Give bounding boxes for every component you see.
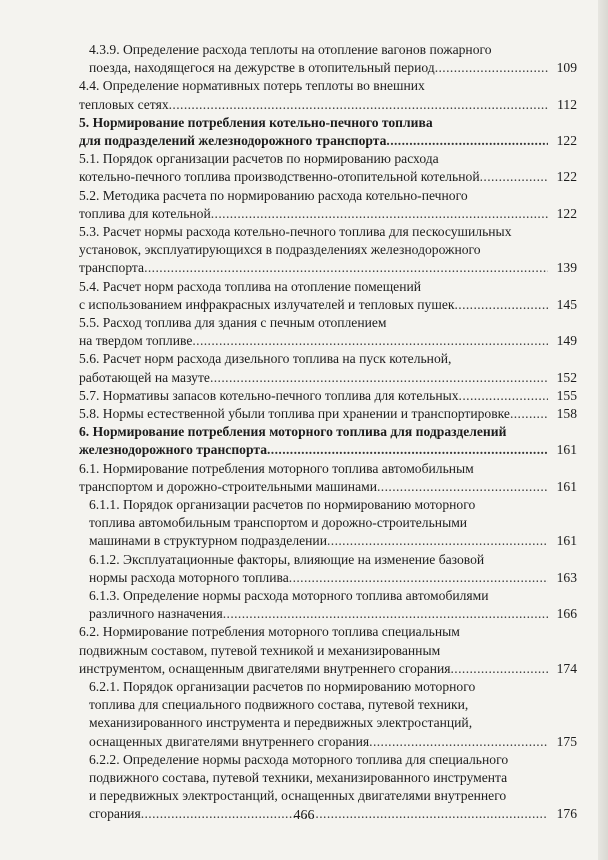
toc-entry-text: котельно-печного топлива производственно-отопительной котельной	[79, 169, 480, 185]
toc-entry-text: 5.5. Расход топлива для здания с печным отоплением	[79, 315, 387, 330]
toc-entry-text: 5.4. Расчет норм расхода топлива на отопление помещений	[79, 278, 422, 294]
toc-entry-text: с использованием инфракрасных излучателей и тепловых пушек	[79, 296, 455, 312]
toc-entry-text: 6.1.1. Порядок организации расчетов по нормированию моторного	[89, 497, 476, 512]
toc-entry-text: 6.1. Нормирование потребления моторного топлива автомобильным	[79, 460, 474, 476]
toc-entry-text: машинами в структурном подразделении	[89, 533, 327, 549]
toc-entry-text: сгорания	[89, 806, 141, 822]
toc-entry-text: 6.1.2. Эксплуатационные факторы, влияющие на изменение базовой	[89, 551, 485, 567]
toc-entry-text: топлива для специального подвижного состава, путевой техники,	[89, 697, 469, 713]
toc-page-number: 155	[556, 387, 577, 403]
dot-leader	[223, 605, 548, 622]
toc-entry-line	[89, 714, 574, 731]
toc-entry-line	[79, 114, 574, 131]
toc-entry-text: поезда, находящегося на дежурстве в отопительный период	[89, 60, 435, 76]
toc-entry-line	[89, 678, 574, 695]
toc-entry-line	[79, 441, 548, 458]
toc-entry-line	[79, 660, 548, 677]
dot-leader	[169, 96, 548, 113]
toc-page-number: 158	[556, 406, 577, 421]
dot-leader	[289, 569, 548, 586]
toc-entry-line	[79, 132, 548, 149]
toc-entry-line	[79, 623, 574, 640]
toc-page-number: 109	[556, 60, 577, 76]
toc-entry-line	[79, 460, 574, 477]
dot-leader	[480, 168, 548, 185]
toc-entry-line	[89, 59, 548, 76]
toc-page-number: 122	[556, 133, 577, 148]
toc-entry-line	[79, 314, 574, 331]
dot-leader	[369, 733, 548, 750]
toc-page-number: 112	[557, 96, 577, 112]
toc-page-number: 166	[556, 606, 577, 622]
toc-page-number: 174	[556, 660, 577, 676]
toc-entry-text: 5.7. Нормативы запасов котельно-печного топлива для котельных	[79, 387, 459, 403]
toc-page-number: 163	[556, 569, 577, 585]
toc-entry-text: транспортом и дорожно-строительными машинами	[79, 478, 377, 494]
dot-leader	[454, 296, 548, 313]
toc-page-number: 149	[556, 333, 577, 349]
dot-leader	[386, 132, 548, 149]
toc-entry-line	[79, 150, 574, 167]
toc-entry-line	[79, 332, 548, 349]
toc-entry-text: 5.2. Методика расчета по нормированию расхода котельно-печного	[79, 187, 468, 203]
toc-entry-text: железнодорожного транспорта	[79, 442, 267, 458]
toc-entry-line	[89, 496, 574, 513]
toc-page-number: 145	[556, 296, 577, 312]
toc-entry-line	[89, 751, 574, 768]
toc-entry-line	[79, 642, 574, 659]
toc-entry-line	[79, 369, 548, 386]
toc-entry-text: топлива автомобильным транспортом и дорожно-строительными	[89, 515, 468, 531]
toc-entry-line	[79, 405, 548, 422]
toc-entry-text: тепловых сетях	[79, 96, 169, 112]
toc-entry-line	[89, 587, 574, 604]
dot-leader	[267, 441, 548, 458]
toc-entry-text: механизированного инструмента и передвижных электростанций,	[89, 715, 473, 731]
toc-entry-text: 5.8. Нормы естественной убыли топлива при хранении и транспортировке	[79, 406, 510, 421]
toc-page-number: 175	[556, 733, 577, 749]
toc-entry-line	[89, 605, 548, 622]
toc-page-number: 161	[556, 478, 577, 494]
toc-entry-line	[79, 168, 548, 185]
toc-page-number: 122	[556, 205, 577, 221]
toc-entry-text: 6. Нормирование потребления моторного топлива для подразделений	[79, 424, 507, 440]
toc-entry-text: 5. Нормирование потребления котельно-печного топлива	[79, 114, 433, 130]
dot-leader	[192, 332, 548, 349]
toc-entry-line	[89, 569, 548, 586]
page-edge-shadow	[598, 0, 608, 860]
toc-entry-text: и передвижных электростанций, оснащенных двигателями внутреннего	[89, 788, 507, 804]
toc-entry-text: подвижного состава, путевой техники, механизированного инструмента	[89, 770, 508, 785]
toc-entry-text: для подразделений железнодорожного транспорта	[79, 133, 387, 148]
toc-entry-line	[79, 241, 574, 258]
toc-entry-text: 4.3.9. Определение расхода теплоты на отопление вагонов пожарного	[89, 42, 492, 57]
toc-entry-line	[79, 223, 574, 240]
toc-entry-text: установок, эксплуатирующихся в подразделениях железнодорожного	[79, 242, 481, 258]
toc-entry-text: 6.2.1. Порядок организации расчетов по нормированию моторного	[89, 679, 476, 694]
toc-entry-line	[79, 387, 548, 404]
toc-entry-line	[79, 423, 574, 440]
toc-entry-text: на твердом топливе	[79, 333, 193, 349]
toc-entry-text: оснащенных двигателями внутреннего сгорания	[89, 733, 370, 749]
dot-leader	[451, 660, 549, 677]
dot-leader	[377, 478, 548, 495]
toc-entry-text: 5.6. Расчет норм расхода дизельного топлива на пуск котельной,	[79, 351, 452, 367]
toc-entry-line	[79, 205, 548, 222]
toc-entry-text: нормы расхода моторного топлива	[89, 569, 289, 585]
toc-entry-line	[79, 350, 574, 367]
toc-entry-line	[79, 296, 548, 313]
dot-leader	[211, 205, 548, 222]
toc-page-number: 161	[556, 533, 577, 549]
dot-leader	[510, 405, 548, 422]
toc-entry-text: инструментом, оснащенным двигателями внутреннего сгорания	[79, 660, 451, 676]
toc-entry-line	[89, 769, 574, 786]
toc-entry-line	[79, 259, 548, 276]
toc-entry-text: различного назначения	[89, 606, 223, 622]
toc-entry-line	[89, 551, 574, 568]
toc-entry-line	[79, 278, 574, 295]
toc-entry-line	[79, 96, 548, 113]
toc-entry-text: работающей на мазуте	[79, 369, 210, 385]
toc-entry-text: 6.1.3. Определение нормы расхода моторного топлива автомобилями	[89, 588, 489, 603]
toc-entry-line	[89, 787, 574, 804]
dot-leader	[210, 369, 548, 386]
page-number: 466	[293, 808, 315, 823]
toc-entry-text: 4.4. Определение нормативных потерь теплоты во внешних	[79, 78, 425, 94]
toc-entry-text: транспорта	[79, 260, 145, 276]
toc-entry-line	[89, 696, 574, 713]
toc-entry-text: 6.2.2. Определение нормы расхода моторного топлива для специального	[89, 751, 509, 767]
dot-leader	[435, 59, 548, 76]
toc-entry-text: 5.3. Расчет нормы расхода котельно-печного топлива для пескосушильных	[79, 224, 512, 239]
dot-leader	[327, 532, 548, 549]
dot-leader	[144, 259, 548, 276]
toc-page-number: 139	[556, 260, 577, 276]
dot-leader	[459, 387, 548, 404]
toc-entry-line	[89, 733, 548, 750]
toc-entry-text: подвижным составом, путевой техникой и механизированным	[79, 642, 441, 658]
toc-entry-line	[79, 187, 574, 204]
toc-entry-line	[79, 77, 574, 94]
toc-page-number: 161	[556, 442, 577, 458]
toc-entry-text: 6.2. Нормирование потребления моторного топлива специальным	[79, 624, 460, 640]
toc-entry-line	[89, 514, 574, 531]
toc-page-number: 122	[556, 169, 577, 185]
toc-entry-line	[89, 532, 548, 549]
toc-entry-line	[79, 478, 548, 495]
toc-entry-line	[89, 41, 574, 58]
toc-page-number: 152	[556, 369, 577, 385]
toc-page-number: 176	[556, 806, 577, 822]
toc-entry-text: топлива для котельной	[79, 205, 211, 221]
toc-entry-text: 5.1. Порядок организации расчетов по нормированию расхода	[79, 151, 439, 167]
